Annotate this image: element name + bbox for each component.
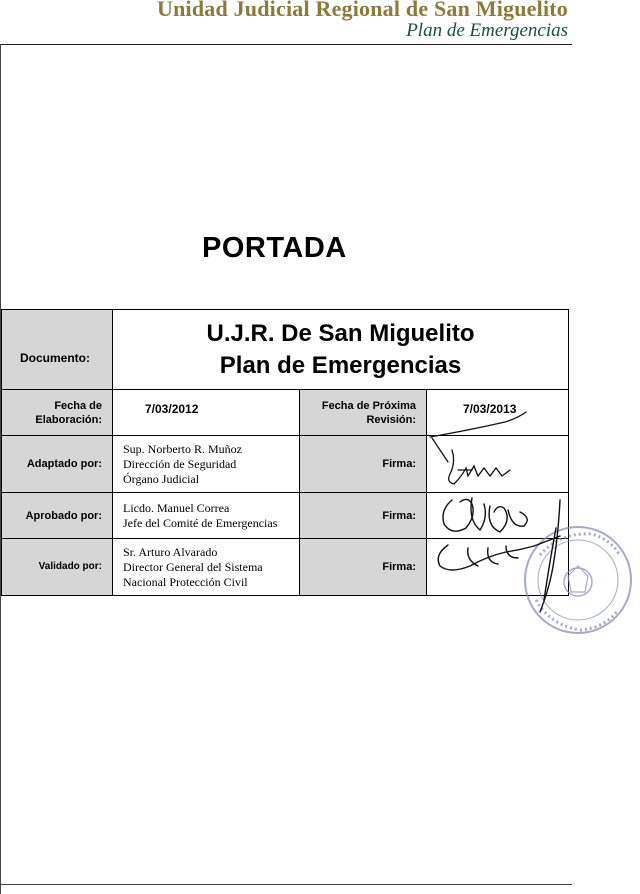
- documento-label: Documento:: [2, 310, 113, 390]
- header-rule: [0, 44, 572, 45]
- aprobado-row: [2, 493, 569, 539]
- fecha-elaboracion-value: 7/03/2012: [113, 390, 300, 436]
- fecha-elaboracion-label-1: Fecha de: [54, 399, 102, 412]
- aprobado-info: [113, 493, 300, 539]
- validado-org: Nacional Protección Civil: [123, 574, 248, 589]
- validado-row: [2, 539, 569, 596]
- aprobado-signature-cell: [427, 493, 569, 539]
- validado-signature-cell: [427, 539, 569, 596]
- fecha-proxima-value: 7/03/2013: [427, 390, 569, 436]
- adaptado-row: [2, 436, 569, 493]
- validado-position: Director General del Sistema: [123, 559, 263, 574]
- adaptado-signature-cell: [427, 436, 569, 493]
- page-title: PORTADA: [202, 232, 347, 264]
- validado-name: Sr. Arturo Alvarado: [123, 544, 218, 559]
- fecha-elaboracion-label: [2, 390, 113, 436]
- document-title: [113, 310, 569, 390]
- fecha-elaboracion-label-2: Elaboración:: [35, 413, 102, 426]
- header-subtitle: Plan de Emergencias: [406, 20, 568, 41]
- dates-row: [2, 390, 569, 436]
- cover-table: [1, 309, 569, 596]
- aprobado-name: Licdo. Manuel Correa: [123, 500, 230, 515]
- validado-firma-label: Firma:: [300, 539, 427, 596]
- document-row: [2, 310, 569, 390]
- adaptado-org: Órgano Judicial: [123, 471, 200, 486]
- fecha-proxima-label: [300, 390, 427, 436]
- document-title-line2: Plan de Emergencias: [219, 351, 462, 379]
- footer-rule: [0, 884, 572, 885]
- adaptado-name: Sup. Norberto R. Muñoz: [123, 441, 242, 456]
- validado-label: Validado por:: [2, 539, 113, 596]
- adaptado-info: [113, 436, 300, 493]
- aprobado-label: Aprobado por:: [2, 493, 113, 539]
- adaptado-dept: Dirección de Seguridad: [123, 456, 237, 471]
- document-title-line1: U.J.R. De San Miguelito: [206, 319, 475, 347]
- header-title: Unidad Judicial Regional de San Miguelito: [157, 0, 568, 21]
- aprobado-firma-label: Firma:: [300, 493, 427, 539]
- adaptado-firma-label: Firma:: [300, 436, 427, 493]
- fecha-proxima-label-1: Fecha de Próxima: [321, 399, 416, 412]
- aprobado-position: Jefe del Comité de Emergencias: [123, 515, 278, 530]
- adaptado-label: Adaptado por:: [2, 436, 113, 493]
- fecha-proxima-label-2: Revisión:: [366, 413, 416, 426]
- validado-info: [113, 539, 300, 596]
